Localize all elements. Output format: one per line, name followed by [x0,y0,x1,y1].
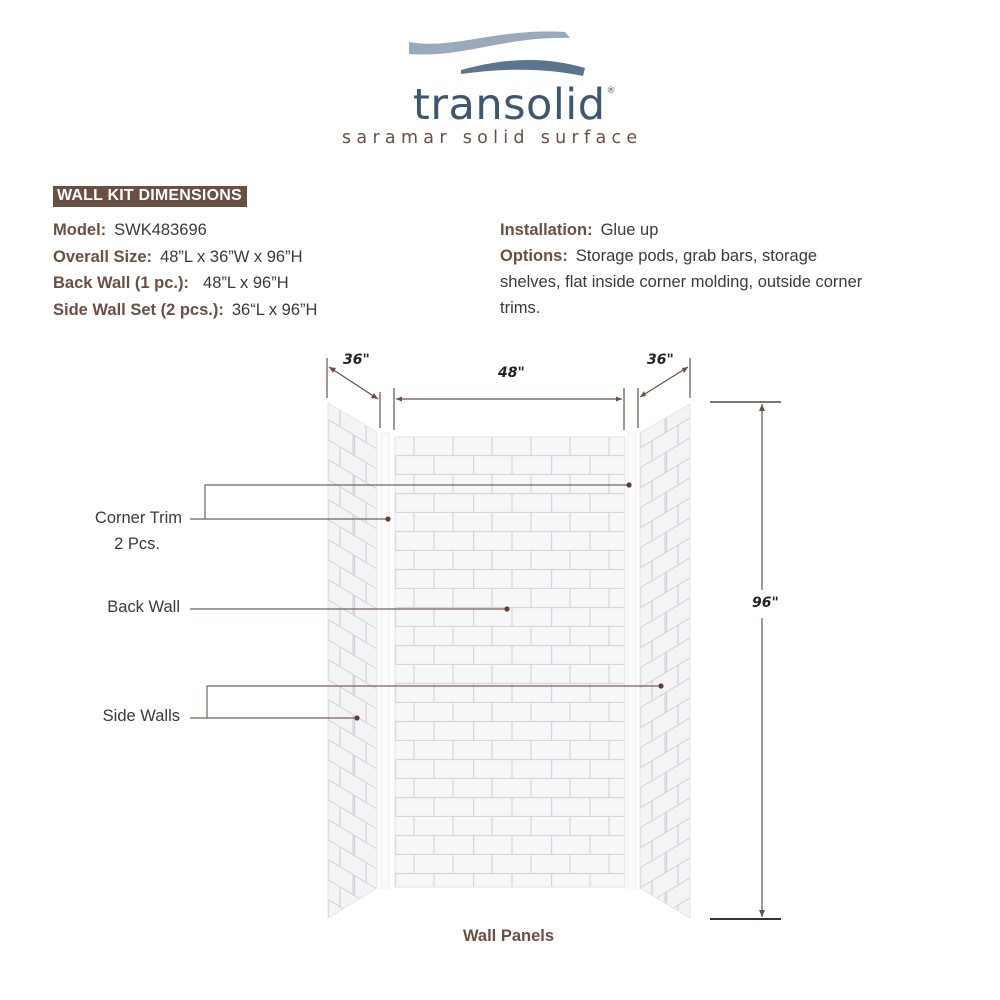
dimension-back-48 [394,388,624,430]
left-side-wall-panel [328,403,377,918]
dimension-label-back: 48" [498,365,525,381]
spec-value: 48”L x 36”W x 96”H [160,247,303,266]
section-title: WALL KIT DIMENSIONS [53,186,247,207]
brand-name: transolid [413,80,606,130]
brand-tagline: saramar solid surface [342,128,643,148]
callout-dot [658,683,663,688]
right-corner-trim [628,433,636,888]
left-corner-trim [381,433,389,888]
spec-value: SWK483696 [114,221,207,239]
spec-value: 48”L x 96”H [203,274,289,292]
spec-label: Model: [53,221,107,239]
registered-mark: ® [606,86,617,96]
spec-label: Side Wall Set (2 pcs.): [53,300,224,319]
callout-dot [626,482,631,487]
dimension-label-height: 96" [752,595,779,611]
dimension-label-right: 36" [647,352,674,368]
spec-label: Options: [500,247,568,265]
callout-label-back-wall: Back Wall [107,598,180,616]
spec-value: Glue up [600,221,659,239]
spec-value: 36“L x 96”H [231,300,318,319]
back-wall-panel [395,437,625,887]
diagram-caption: Wall Panels [462,927,555,945]
spec-label: Installation: [500,221,593,239]
right-side-wall-panel [640,404,690,918]
callout-label-corner-trim: Corner Trim [94,509,182,527]
callout-dot [385,516,390,521]
callout-dot [354,715,359,720]
spec-label: Back Wall (1 pc.): [53,274,190,292]
callout-dot [504,606,509,611]
callout-label-corner-trim-count: 2 Pcs. [114,535,160,553]
dimension-label-left: 36" [343,352,370,368]
spec-label: Overall Size: [53,247,153,266]
dimension-height-96 [710,402,781,919]
spec-value: Storage pods, grab bars, storage shelves, flat inside corner molding, outside corner trims. [500,247,863,317]
callout-label-side-walls: Side Walls [102,707,180,725]
